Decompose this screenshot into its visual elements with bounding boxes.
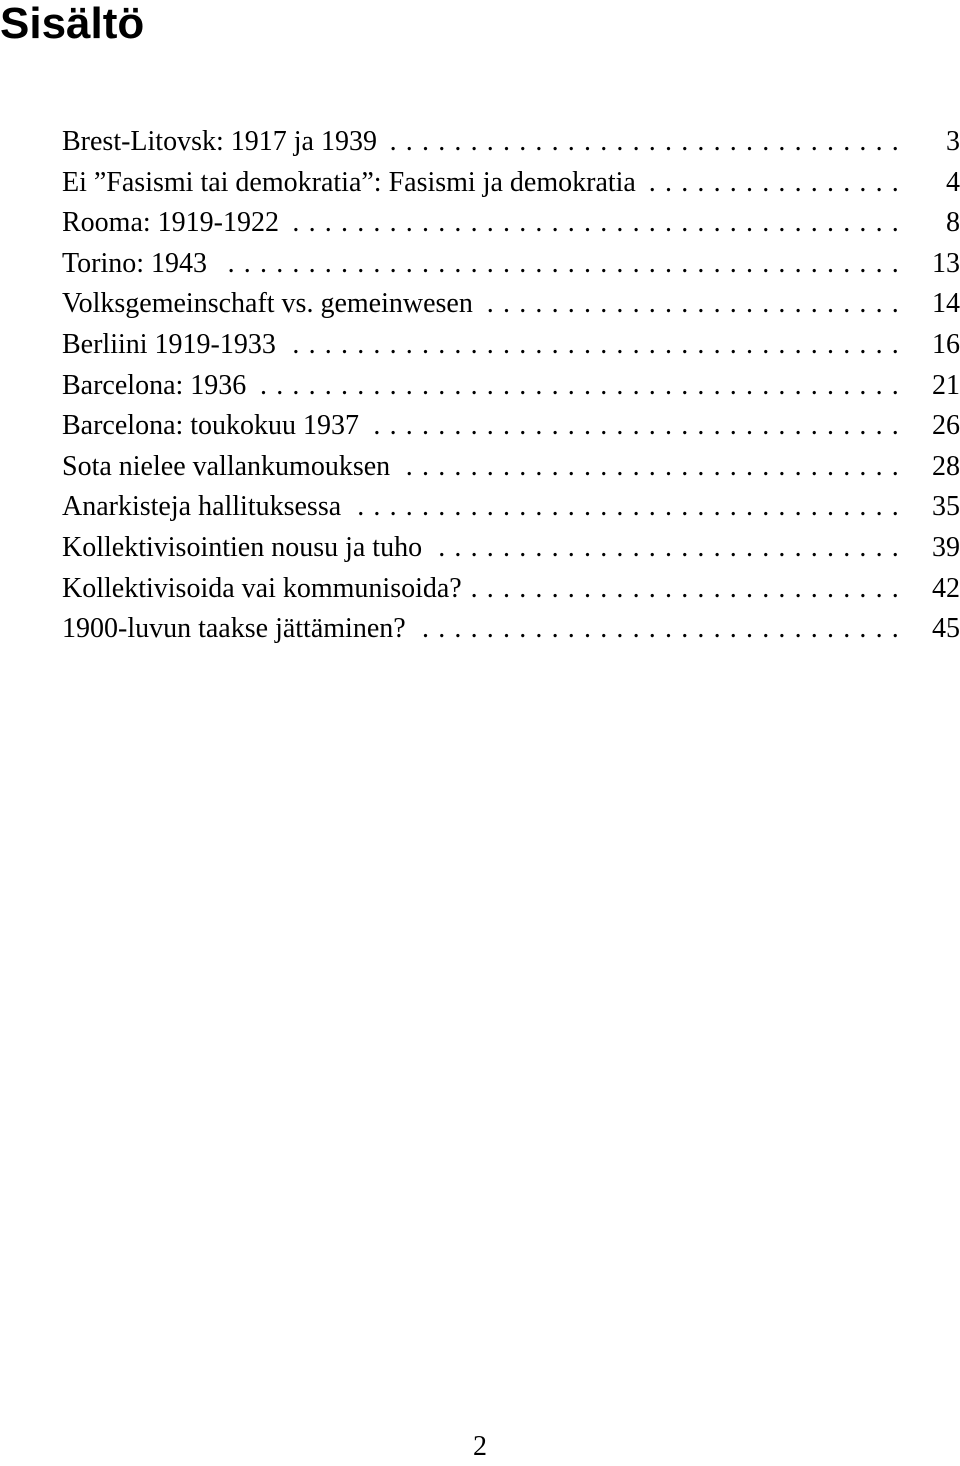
toc-entry[interactable]: [62, 487, 960, 528]
toc-entry[interactable]: [62, 163, 960, 204]
toc-dot-leader: [432, 528, 908, 569]
toc-entry-page[interactable]: 14: [932, 288, 960, 320]
toc-entry-page[interactable]: 45: [932, 613, 960, 645]
toc-entry-title[interactable]: Rooma: 1919-1922: [62, 207, 279, 239]
toc-entry[interactable]: [62, 122, 960, 163]
toc-dot-leader: [483, 284, 908, 325]
toc-entry[interactable]: [62, 325, 960, 366]
page-title: Sisältö: [0, 0, 145, 48]
toc-entry-title[interactable]: Kollektivisoida vai kommunisoida?: [62, 572, 462, 604]
toc-entry-page[interactable]: 42: [932, 572, 960, 604]
toc-entry[interactable]: [62, 609, 960, 650]
toc-entry-title[interactable]: Volksgemeinschaft vs. gemeinwesen: [62, 288, 473, 320]
toc-entry-title[interactable]: Barcelona: 1936: [62, 369, 247, 401]
toc-entry-page[interactable]: 28: [932, 450, 960, 482]
toc-entry-page[interactable]: 26: [932, 410, 960, 442]
toc-entry-page[interactable]: 21: [932, 369, 960, 401]
toc-dot-leader: [286, 325, 908, 366]
toc-dot-leader: [217, 244, 908, 285]
toc-entry-page[interactable]: 3: [946, 126, 960, 157]
toc-entry-title[interactable]: 1900-luvun taakse jättäminen?: [62, 613, 406, 645]
toc-dot-leader: [646, 163, 908, 204]
toc-entry[interactable]: [62, 284, 960, 325]
toc-dot-leader: [369, 406, 908, 447]
toc-entry-page[interactable]: 35: [932, 491, 960, 523]
toc-entry-page[interactable]: 13: [932, 247, 960, 279]
table-of-contents: [62, 122, 960, 650]
toc-entry-title[interactable]: Anarkisteja hallituksessa: [62, 491, 342, 523]
toc-dot-leader: [400, 447, 908, 488]
toc-entry-title[interactable]: Kollektivisointien nousu ja tuho: [62, 531, 423, 563]
toc-entry[interactable]: [62, 203, 960, 244]
toc-entry-title[interactable]: Sota nielee vallankumouksen: [62, 450, 391, 482]
toc-entry[interactable]: [62, 569, 960, 610]
toc-entry-page[interactable]: 4: [946, 166, 960, 198]
toc-entry-title[interactable]: Brest-Litovsk: 1917 ja 1939: [62, 126, 377, 157]
toc-dot-leader: [256, 366, 908, 407]
toc-entry[interactable]: [62, 244, 960, 285]
toc-entry-title[interactable]: Torino: 1943: [62, 247, 208, 279]
toc-entry-page[interactable]: 8: [946, 207, 960, 239]
toc-dot-leader: [351, 487, 908, 528]
toc-entry-title[interactable]: Berliini 1919-1933: [62, 328, 276, 360]
toc-entry-title[interactable]: Ei ”Fasismi tai demokratia”: Fasismi ja demokratia: [62, 166, 636, 198]
page-number: 2: [473, 1431, 487, 1462]
toc-entry[interactable]: [62, 406, 960, 447]
toc-entry-page[interactable]: 39: [932, 531, 960, 563]
toc-entry[interactable]: [62, 447, 960, 488]
toc-dot-leader: [289, 203, 908, 244]
toc-dot-leader: [387, 122, 908, 163]
toc-entry[interactable]: [62, 528, 960, 569]
toc-dot-leader: [472, 569, 908, 610]
toc-entry-page[interactable]: 16: [932, 328, 960, 360]
toc-entry-title[interactable]: Barcelona: toukokuu 1937: [62, 410, 360, 442]
toc-entry[interactable]: [62, 366, 960, 407]
toc-dot-leader: [416, 609, 908, 650]
